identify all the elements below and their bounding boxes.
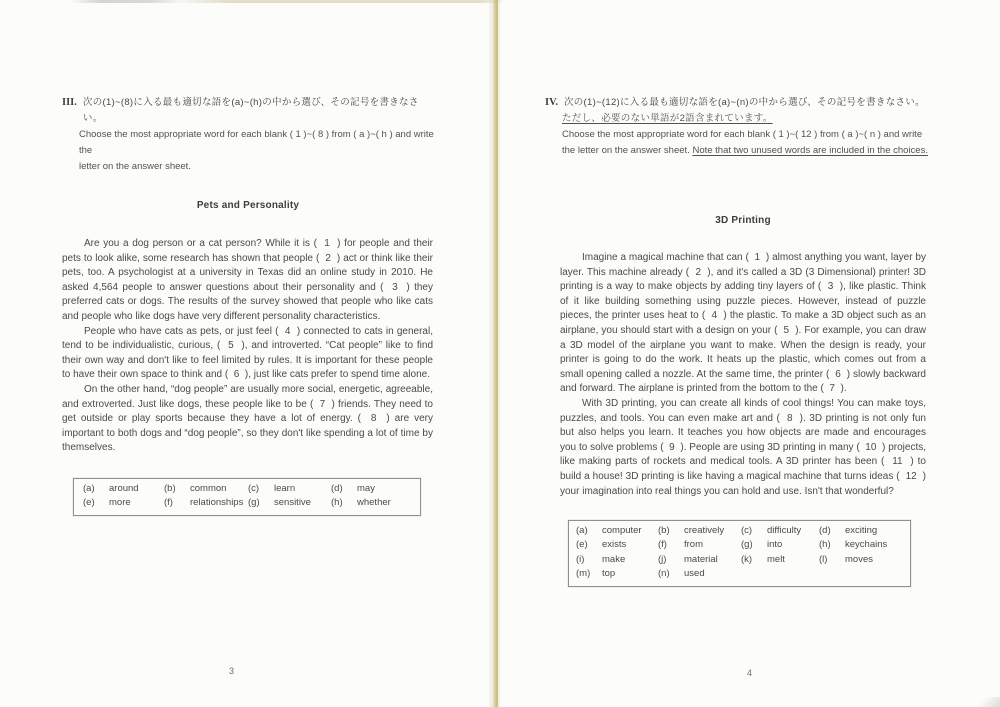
- passage-title-pets-and-personality: Pets and Personality: [196, 200, 300, 211]
- choice-word: top: [602, 568, 616, 580]
- choice-item: [819, 524, 910, 538]
- answer-choices-box-left: [73, 478, 421, 516]
- choice-word: relationships: [190, 497, 244, 509]
- choice-word: keychains: [845, 539, 888, 551]
- choice-letter: (l): [819, 553, 828, 565]
- choice-item: [331, 482, 420, 496]
- choice-word: material: [684, 553, 718, 565]
- choice-item: [741, 553, 819, 567]
- section-4-jp-instruction-row: [545, 95, 935, 111]
- choice-letter: (b): [164, 483, 176, 494]
- choice-letter: (m): [576, 568, 591, 580]
- choice-item: [658, 567, 741, 581]
- choice-word: more: [109, 497, 131, 509]
- section-4-marker: IV.: [545, 97, 558, 108]
- choice-letter: (j): [658, 553, 667, 565]
- choice-word: difficulty: [767, 525, 802, 536]
- section-4-en-instruction-line2: [562, 143, 935, 159]
- choice-word: make: [602, 553, 626, 565]
- page-left: [0, 0, 489, 707]
- choice-word: into: [767, 539, 783, 551]
- choice-word: common: [190, 483, 227, 494]
- passage-body-right: [560, 251, 929, 499]
- choice-word: from: [684, 539, 703, 551]
- choice-word: sensitive: [274, 497, 311, 509]
- choice-word: around: [109, 483, 139, 494]
- choice-letter: (g): [248, 497, 260, 509]
- choice-word: exciting: [845, 525, 878, 536]
- choice-word: whether: [357, 497, 391, 509]
- section-3-marker: III.: [62, 97, 77, 108]
- book-spine-line: [496, 0, 498, 707]
- choice-item: [248, 482, 331, 496]
- choice-item: [741, 538, 819, 552]
- choice-item: [576, 553, 658, 567]
- passage-title-3d-printing: 3D Printing: [715, 215, 771, 226]
- choice-item: [658, 553, 741, 567]
- choice-item: [83, 496, 164, 510]
- choice-item: [576, 524, 658, 538]
- choice-item: [248, 496, 331, 510]
- section-3-en-instruction-line1: Choose the most appropriate word for each blank ( 1 )~( 8 ) from ( a )~( h ) and write the: [79, 129, 434, 156]
- choice-letter: (n): [658, 568, 670, 580]
- section-3-jp-instruction: 次の(1)~(8)に入る最も適切な語を(a)~(h)の中から選び、その記号を書きなさい。: [82, 97, 419, 124]
- section-3-en-instruction-line2: letter on the answer sheet.: [79, 161, 191, 172]
- choice-letter: (a): [576, 525, 588, 536]
- choice-item: [83, 482, 164, 496]
- section-3-header: [62, 95, 438, 175]
- choice-letter: (k): [741, 553, 753, 565]
- choice-item: [658, 524, 741, 538]
- choice-word: exists: [602, 539, 627, 551]
- section-4-jp-instruction-line1: 次の(1)~(12)に入る最も適切な語を(a)~(n)の中から選び、その記号を書きなさい。: [563, 97, 925, 108]
- book-spine-fold: [489, 0, 501, 707]
- answer-choices-box-right: [568, 520, 911, 587]
- choice-item: [576, 567, 658, 581]
- choice-word: creatively: [684, 525, 725, 536]
- choice-letter: (a): [83, 483, 95, 494]
- section-4-en-instruction-line1: Choose the most appropriate word for each blank ( 1 )~( 12 ) from ( a )~( n ) and write: [562, 129, 923, 140]
- choice-letter: (g): [741, 539, 753, 551]
- choice-item: [331, 496, 420, 510]
- choice-letter: (e): [576, 539, 588, 551]
- choice-word: used: [684, 568, 705, 580]
- choice-item: [576, 538, 658, 552]
- paragraph: Are you a dog person or a cat person? While it is ( 1 ) for people and their pets to look alike, some research has shown that people ( 2 ) act or think like their pets, too. A psychologist at a university in Texas did an online study in 2010. He asked 4,564 people to answer questions about their personality and ( 3 ) they preferred cats or dogs. The results of the survey showed that people who like cats and people who like dogs have very different personality characteristics.: [62, 238, 436, 322]
- choice-word: may: [357, 483, 375, 494]
- choice-item: [819, 553, 910, 567]
- paragraph: On the other hand, “dog people” are usually more social, energetic, agreeable, and extroverted. Just like dogs, these people like to be ( 7 ) friends. They need to get outside or play sports because they have a lot of energy. ( 8 ) are very important to both dogs and “dog people”, so they don't like spending a lot of time by themselves.: [62, 383, 436, 454]
- choice-letter: (b): [658, 525, 670, 536]
- choice-letter: (d): [819, 525, 831, 536]
- section-4-en-instruction-note-underlined: Note that two unused words are included in the choices.: [692, 145, 928, 156]
- page-number-left: 3: [229, 666, 235, 676]
- choice-letter: (f): [658, 539, 667, 551]
- paragraph: Imagine a magical machine that can ( 1 ) almost anything you want, layer by layer. This machine already ( 2 ), and it's called a 3D (3 Dimensional) printer! 3D printing is a way to make objects by adding tiny layers of ( 3 ), like plastic. Think of it like building something using puzzle pieces. However, instead of puzzle pieces, the printer uses heat to ( 4 ) the plastic. To make a 3D object such as an airplane, you should start with a design on your ( 5 ). For example, you can draw a 3D model of the airplane you want to make. When the design is ready, your printer is going to do the work. It heats up the plastic, which comes out from a small opening called a nozzle. At the same time, the printer ( 6 ) slowly backward and forward. The airplane is printed from the bottom to the ( 7 ).: [560, 252, 929, 395]
- choice-item: [658, 538, 741, 552]
- choice-letter: (d): [331, 483, 343, 494]
- choice-item: [819, 538, 910, 552]
- choice-letter: (e): [83, 497, 95, 509]
- choice-letter: (f): [164, 497, 173, 509]
- page-number-right: 4: [747, 668, 753, 678]
- choice-word: moves: [845, 553, 873, 565]
- section-4-en-instruction-line2-normal: the letter on the answer sheet.: [562, 145, 693, 156]
- choice-letter: (h): [331, 497, 343, 509]
- paragraph: With 3D printing, you can create all kinds of cool things! You can make toys, puzzles, and tools. You can even make art and ( 8 ). 3D printing is not only fun but also helps you learn. It teaches you how objects are made and encourages you to solve problems ( 9 ). People are using 3D printing in many ( 10 ) projects, like making parts of rockets and medical tools. A 3D printer has been ( 11 ) to build a house! 3D printing is like having a magical machine that turns ideas ( 12 ) your imagination into real things you can hold and use. Isn't that wonderful?: [560, 397, 929, 497]
- choice-word: melt: [767, 553, 785, 565]
- section-3-jp-instruction-row: [62, 95, 438, 127]
- scan-top-edge-shadow: [0, 0, 1000, 3]
- choice-letter: (c): [248, 483, 260, 494]
- choice-word: computer: [602, 525, 642, 536]
- choice-letter: (c): [741, 525, 753, 536]
- choice-item: [164, 496, 248, 510]
- passage-body-left: [62, 237, 436, 456]
- scan-bottom-corner-shadow: [955, 697, 1000, 707]
- section-4-header: [545, 95, 935, 159]
- paragraph: People who have cats as pets, or just feel ( 4 ) connected to cats in general, tend to be individualistic, curious, ( 5 ), and introverted. “Cat people” like to find their own way and don't like to feel limited by rules. It is important for these people to have their own space to think and ( 6 ), just like cats prefer to spend time alone.: [62, 325, 436, 381]
- choice-letter: (h): [819, 539, 831, 551]
- choice-letter: (i): [576, 553, 585, 565]
- page-right: [501, 0, 1000, 707]
- choice-word: learn: [274, 483, 296, 494]
- section-4-jp-instruction-line2: ただし、必要のない単語が2語含まれています。: [562, 113, 773, 124]
- choice-item: [741, 524, 819, 538]
- choice-item: [164, 482, 248, 496]
